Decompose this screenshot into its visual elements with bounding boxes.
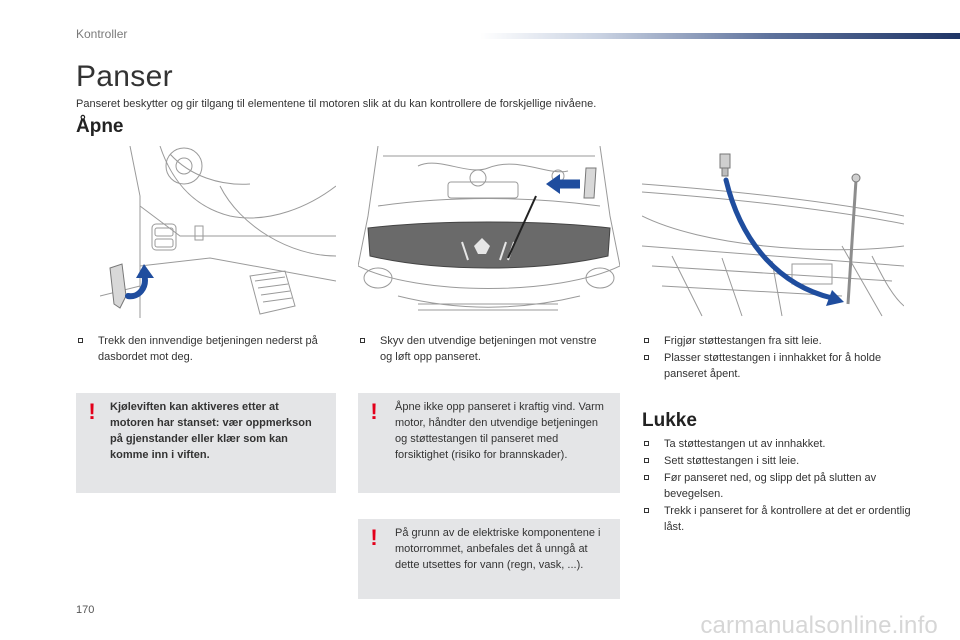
warning-box-wind [358, 393, 620, 493]
warning-text: På grunn av de elektriske komponentene i motorrommet, anbefales det å unngå at dette utsettes for vann (regn, vask, ...). [395, 527, 601, 571]
page-title: Panser [76, 60, 173, 93]
heading-close: Lukke [642, 410, 697, 431]
illustration-support-rod [642, 146, 904, 318]
open-steps-col1 [76, 333, 336, 366]
warning-box-water [358, 519, 620, 599]
illustration-front-release [358, 146, 620, 318]
checkbox-bullet-icon [644, 508, 649, 513]
warning-exclamation-icon: ! [370, 399, 378, 424]
checkbox-bullet-icon [644, 441, 649, 446]
header-gradient-bar [480, 33, 960, 39]
checkbox-bullet-icon [644, 475, 649, 480]
step-item: Trekk i panseret for å kontrollere at det er ordentlig låst. [642, 503, 914, 535]
checkbox-bullet-icon [360, 338, 365, 343]
warning-text: Åpne ikke opp panseret i kraftig vind. Varm motor, håndter den utvendige betjeningen og støttestangen til panseret med forsiktighet (risiko for brannskader). [395, 401, 604, 461]
heading-open: Åpne [76, 116, 124, 137]
section-label: Kontroller [76, 27, 128, 41]
support-rod-drawing [642, 146, 904, 318]
warning-exclamation-icon: ! [370, 525, 378, 550]
intro-text: Panseret beskytter og gir tilgang til elementene til motoren slik at du kan kontrollere de forskjellige nivåene. [76, 98, 597, 110]
open-steps-col3 [642, 333, 902, 383]
step-item: Før panseret ned, og slipp det på slutten av bevegelsen. [642, 470, 914, 502]
step-item: Sett støttestangen i sitt leie. [642, 453, 914, 469]
step-item: Ta støttestangen ut av innhakket. [642, 436, 914, 452]
front-release-drawing [358, 146, 620, 318]
checkbox-bullet-icon [644, 458, 649, 463]
illustration-interior-lever [100, 146, 336, 318]
step-item: Plasser støttestangen i innhakket for å holde panseret åpent. [642, 350, 902, 382]
checkbox-bullet-icon [78, 338, 83, 343]
warning-box-fan [76, 393, 336, 493]
interior-lever-drawing [100, 146, 336, 318]
rod-arrow [726, 180, 832, 298]
open-steps-col2 [358, 333, 598, 366]
checkbox-bullet-icon [644, 355, 649, 360]
warning-text: Kjøleviften kan aktiveres etter at motoren har stanset: vær oppmerkson på gjenstander eller klær som kan komme inn i viften. [110, 401, 312, 461]
step-item: Trekk den innvendige betjeningen nederst på dasbordet mot deg. [76, 333, 336, 365]
warning-exclamation-icon: ! [88, 399, 96, 424]
checkbox-bullet-icon [644, 338, 649, 343]
watermark-link[interactable]: carmanualsonline.info [700, 612, 938, 639]
close-steps [642, 436, 914, 536]
page-number: 170 [76, 604, 95, 616]
step-item: Frigjør støttestangen fra sitt leie. [642, 333, 902, 349]
step-item: Skyv den utvendige betjeningen mot venstre og løft opp panseret. [358, 333, 598, 365]
